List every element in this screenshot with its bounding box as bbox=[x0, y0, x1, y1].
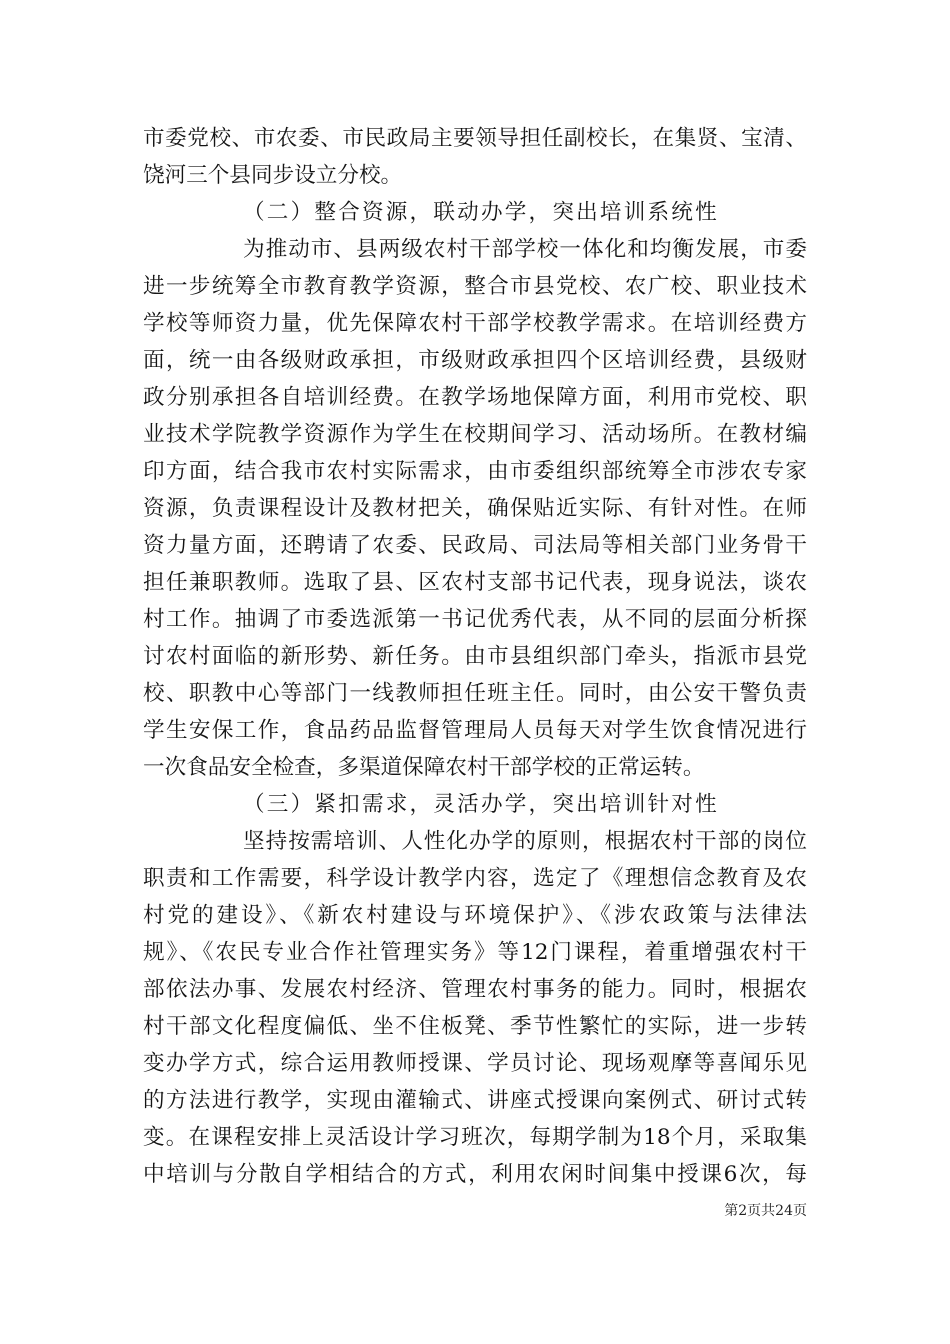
text-line: 村党的建设》、《新农村建设与环境保护》、《涉农政策与法律法 bbox=[143, 903, 807, 928]
page-number-footer: 第2页共24页 bbox=[724, 1203, 807, 1219]
text-line: 担任兼职教师。选取了县、区农村支部书记代表，现身说法，谈农 bbox=[143, 570, 807, 595]
text-line: 讨农村面临的新形势、新任务。由市县组织部门牵头，指派市县党 bbox=[143, 644, 807, 669]
text-line: 饶河三个县同步设立分校。 bbox=[143, 163, 403, 188]
text-line: 面，统一由各级财政承担，市级财政承担四个区培训经费，县级财 bbox=[143, 348, 807, 373]
text-line: 村干部文化程度偏低、坐不住板凳、季节性繁忙的实际，进一步转 bbox=[143, 1014, 807, 1039]
text-line: 变办学方式，综合运用教师授课、学员讨论、现场观摩等喜闻乐见 bbox=[143, 1051, 807, 1076]
paragraph-integrate-resources bbox=[143, 231, 807, 786]
text-line: 部依法办事、发展农村经济、管理农村事务的能力。同时，根据农 bbox=[143, 977, 807, 1002]
text-line: 坚持按需培训、人性化办学的原则，根据农村干部的岗位 bbox=[243, 829, 807, 854]
text-line: 校、职教中心等部门一线教师担任班主任。同时，由公安干警负责 bbox=[143, 681, 807, 706]
text-line: 规》、《农民专业合作社管理实务》等12门课程，着重增强农村干 bbox=[143, 940, 807, 965]
document-body bbox=[143, 120, 807, 1193]
section-heading-3: （三）紧扣需求，灵活办学，突出培训针对性 bbox=[243, 792, 719, 817]
text-line: 市委党校、市农委、市民政局主要领导担任副校长，在集贤、宝清、 bbox=[143, 126, 807, 151]
text-line: 变。在课程安排上灵活设计学习班次，每期学制为18个月，采取集 bbox=[143, 1125, 807, 1150]
text-line: 印方面，结合我市农村实际需求，由市委组织部统筹全市涉农专家 bbox=[143, 459, 807, 484]
text-line: 学校等师资力量，优先保障农村干部学校教学需求。在培训经费方 bbox=[143, 311, 807, 336]
section-heading-2: （二）整合资源，联动办学，突出培训系统性 bbox=[243, 200, 719, 225]
text-line: 的方法进行教学，实现由灌输式、讲座式授课向案例式、研讨式转 bbox=[143, 1088, 807, 1113]
text-line: 职责和工作需要，科学设计教学内容，选定了《理想信念教育及农 bbox=[143, 866, 807, 891]
text-line: 为推动市、县两级农村干部学校一体化和均衡发展，市委 bbox=[243, 237, 807, 262]
text-line: 资源，负责课程设计及教材把关，确保贴近实际、有针对性。在师 bbox=[143, 496, 807, 521]
text-line: 学生安保工作，食品药品监督管理局人员每天对学生饮食情况进行 bbox=[143, 718, 807, 743]
text-line: 村工作。抽调了市委选派第一书记优秀代表，从不同的层面分析探 bbox=[143, 607, 807, 632]
text-line: 中培训与分散自学相结合的方式，利用农闲时间集中授课6次，每 bbox=[143, 1162, 807, 1187]
paragraph-flexible-schooling bbox=[143, 823, 807, 1193]
text-line: 政分别承担各自培训经费。在教学场地保障方面，利用市党校、职 bbox=[143, 385, 807, 410]
text-line: 业技术学院教学资源作为学生在校期间学习、活动场所。在教材编 bbox=[143, 422, 807, 447]
paragraph-continuation bbox=[143, 120, 807, 194]
text-line: 进一步统筹全市教育教学资源，整合市县党校、农广校、职业技术 bbox=[143, 274, 807, 299]
text-line: 一次食品安全检查，多渠道保障农村干部学校的正常运转。 bbox=[143, 755, 705, 780]
text-line: 资力量方面，还聘请了农委、民政局、司法局等相关部门业务骨干 bbox=[143, 533, 807, 558]
